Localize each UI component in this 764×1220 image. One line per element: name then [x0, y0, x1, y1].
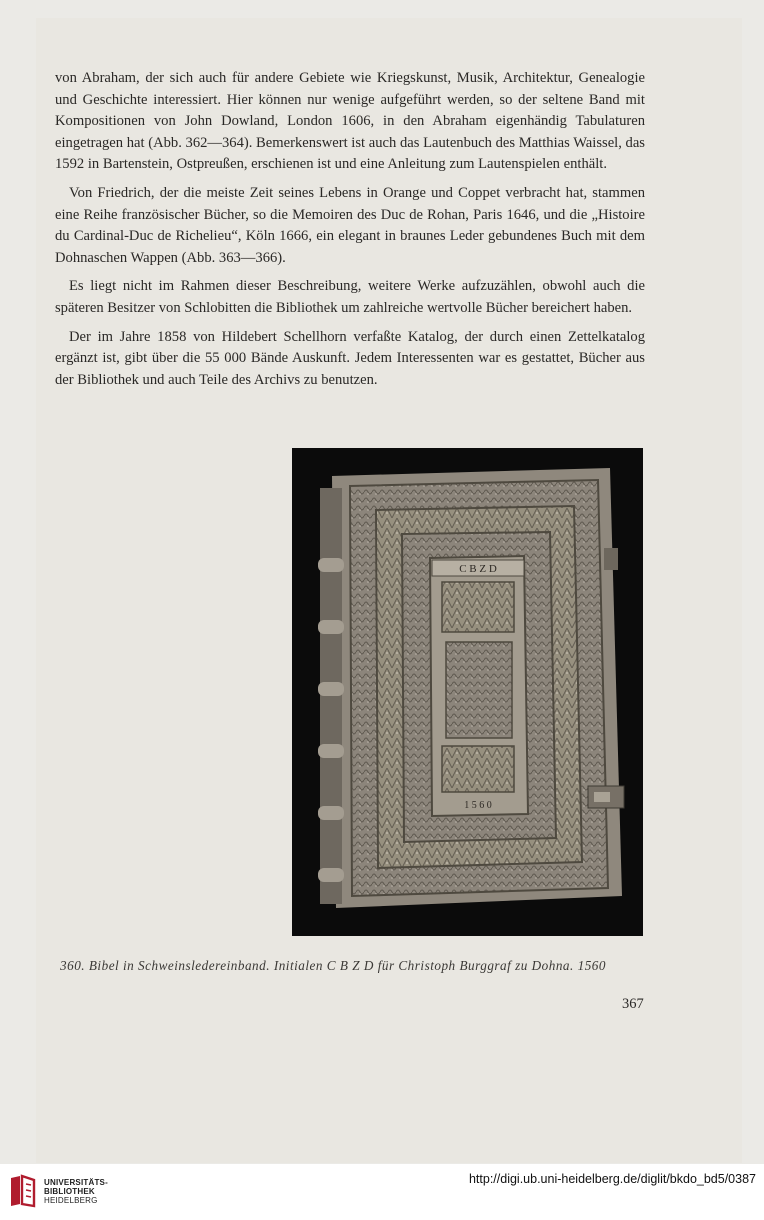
footer-bar — [0, 1164, 764, 1220]
paragraph-3: Es liegt nicht im Rahmen dieser Beschreibung, weitere Werke aufzuzählen, obwohl auch die späteren Besitzer von Schlobitten die Bibliothek um zahlreiche wertvolle Bücher bereichert haben. — [55, 278, 645, 316]
logo-line-3: HEIDELBERG — [44, 1196, 98, 1205]
book-cover-photo — [292, 448, 643, 936]
figure-caption: 360. Bibel in Schweinsledereinband. Initialen C B Z D für Christoph Burggraf zu Dohna. 1560 — [60, 958, 606, 973]
paragraph-4: Der im Jahre 1858 von Hildebert Schellhorn verfaßte Katalog, der durch einen Zettelkatalog ergänzt ist, gibt über die 55 000 Bände Auskunft. Jedem Interessenten war es gestattet, Bücher aus der Bibliothek und auch Teile des Archivs zu benutzen. — [55, 328, 645, 388]
paragraph-1: von Abraham, der sich auch für andere Gebiete wie Kriegskunst, Musik, Architektur, Genealogie und Geschichte interessiert. Hier können nur wenige aufgeführt werden, so der seltene Band mit Kompositionen von John Dowland, London 1606, in den Abraham eigenhändig Tabulaturen eingetragen hat (Abb. 362—364). Bemerkenswert ist auch das Lautenbuch des Matthias Waissel, das 1592 in Bartenstein, Ostpreußen, erschienen ist und eine Anleitung zum Lautenspielen enthält. — [55, 70, 645, 173]
book-cover-illustration — [292, 448, 643, 936]
logo-line-2: BIBLIOTHEK — [44, 1187, 95, 1196]
library-logo-icon — [8, 1174, 38, 1208]
year-mark: 1 5 6 0 — [464, 800, 492, 811]
logo-line-1: UNIVERSITÄTS- — [44, 1178, 108, 1187]
page-number: 367 — [622, 996, 644, 1012]
permalink-url[interactable]: http://digi.ub.uni-heidelberg.de/diglit/bkdo_bd5/0387 — [468, 1172, 756, 1186]
paragraph-2: Von Friedrich, der die meiste Zeit seines Lebens in Orange und Coppet verbracht hat, stammen eine Reihe französischer Bücher, so die Memoiren des Duc de Rohan, Paris 1646, und die „Histoire du Cardinal-Duc de Richelieu“, Köln 1666, ein elegant in braunes Leder gebundenes Buch mit dem Dohnaschen Wappen (Abb. 363—366). — [55, 184, 645, 266]
initials-mark: C B Z D — [459, 563, 497, 575]
library-logo-text — [44, 1178, 108, 1205]
body-text — [55, 68, 645, 398]
